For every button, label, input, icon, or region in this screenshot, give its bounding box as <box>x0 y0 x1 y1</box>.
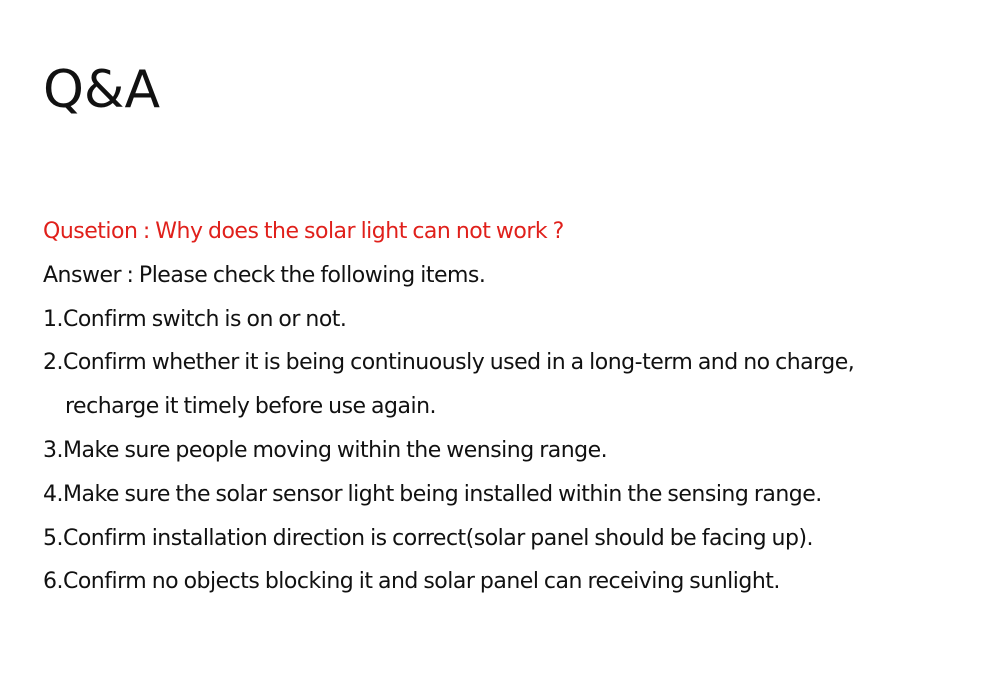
question-text: Qusetion : Why does the solar light can not work ? <box>43 219 564 244</box>
answer-item-4: 4.Make sure the solar sensor light being installed within the sensing range. <box>43 481 822 507</box>
page-title: Q&A <box>43 60 161 120</box>
answer-item-2: 2.Confirm whether it is being continuously used in a long-term and no charge, <box>43 350 855 376</box>
answer-item-6: 6.Confirm no objects blocking it and solar panel can receiving sunlight. <box>43 569 780 595</box>
answer-item-5: 5.Confirm installation direction is correct(solar panel should be facing up). <box>43 525 814 551</box>
answer-intro: Answer : Please check the following items. <box>43 262 486 288</box>
answer-item-3: 3.Make sure people moving within the wensing range. <box>43 437 608 463</box>
qa-content <box>43 210 973 604</box>
answer-item-2-continuation: recharge it timely before use again. <box>65 394 437 420</box>
answer-item-1: 1.Confirm switch is on or not. <box>43 306 347 332</box>
